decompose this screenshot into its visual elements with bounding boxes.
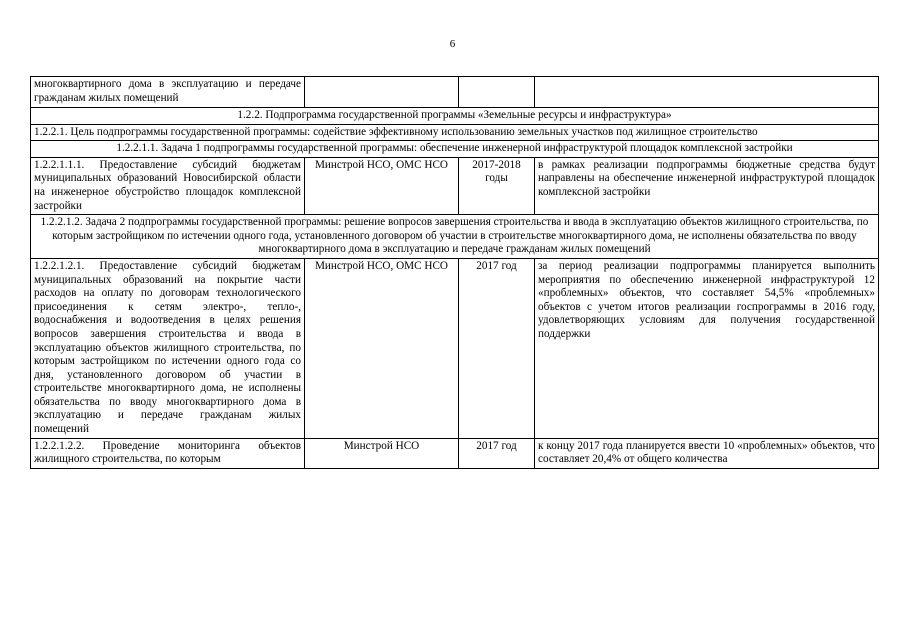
table-row bbox=[31, 77, 879, 108]
result-cell: в рамках реализации подпрограммы бюджетные средства будут направлены на обеспечение инженерной инфраструктурой площадок комплексной застройки bbox=[535, 157, 879, 214]
period-cell: 2017-2018 годы bbox=[459, 157, 535, 214]
table-row bbox=[31, 108, 879, 125]
result-cell: за период реализации подпрограммы планируется выполнить мероприятия по обеспечению инженерной инфраструктурой 12 «проблемных» объектов, что составляет 54,5% «проблемных» объектов с учетом итогов реализации госпрограммы в 2016 году, удовлетворяющих условиям для получения государственной поддержки bbox=[535, 258, 879, 438]
measure-name-cell: многоквартирного дома в эксплуатацию и передаче гражданам жилых помещений bbox=[31, 77, 305, 108]
task2-heading: 1.2.2.1.2. Задача 2 подпрограммы государственной программы: решение вопросов завершения строительства и ввода в эксплуатацию объектов жилищного строительства, по которым застройщиком по истечении одного года, установленного договором об участии в строительстве многоквартирного дома, не исполнены обязательства по вводу многоквартирного дома в эксплуатацию и передаче гражданам жилых помещений bbox=[31, 215, 879, 259]
executor-cell: Минстрой НСО, ОМС НСО bbox=[305, 157, 459, 214]
measure-name-cell: 1.2.2.1.2.2. Проведение мониторинга объектов жилищного строительства, по которым bbox=[31, 438, 305, 468]
result-cell: к концу 2017 года планируется ввести 10 «проблемных» объектов, что составляет 20,4% от общего количества bbox=[535, 438, 879, 468]
table-row bbox=[31, 141, 879, 158]
measure-name-cell: 1.2.2.1.2.1. Предоставление субсидий бюджетам муниципальных образований на покрытие части расходов на оплату по договорам технологического присоединения к сетям электро-, тепло-, водоснабжения и водоотведения в целях решения вопросов завершения строительства и ввода в эксплуатацию объектов жилищного строительства, по которым застройщиком по истечении одного года со дня, установленного договором об участии в строительстве многоквартирного дома, не исполнены обязательства по вводу многоквартирного дома в эксплуатацию и передаче гражданам жилых помещений bbox=[31, 258, 305, 438]
page-number: 6 bbox=[449, 38, 456, 50]
table-row bbox=[31, 157, 879, 214]
program-measures-table bbox=[30, 76, 879, 469]
executor-cell bbox=[305, 77, 459, 108]
measure-name-cell: 1.2.2.1.1.1. Предоставление субсидий бюджетам муниципальных образований Новосибирской области на инженерное обустройство площадок комплексной застройки bbox=[31, 157, 305, 214]
result-cell bbox=[535, 77, 879, 108]
goal-heading: 1.2.2.1. Цель подпрограммы государственной программы: содействие эффективному использованию земельных участков под жилищное строительство bbox=[31, 124, 879, 141]
executor-cell: Минстрой НСО bbox=[305, 438, 459, 468]
table-row bbox=[31, 438, 879, 468]
task1-heading: 1.2.2.1.1. Задача 1 подпрограммы государственной программы: обеспечение инженерной инфраструктурой площадок комплексной застройки bbox=[31, 141, 879, 158]
table-row bbox=[31, 215, 879, 259]
period-cell: 2017 год bbox=[459, 438, 535, 468]
period-cell bbox=[459, 77, 535, 108]
subprogram-heading: 1.2.2. Подпрограмма государственной программы «Земельные ресурсы и инфраструктура» bbox=[31, 108, 879, 125]
period-cell: 2017 год bbox=[459, 258, 535, 438]
table-row bbox=[31, 258, 879, 438]
table-row bbox=[31, 124, 879, 141]
executor-cell: Минстрой НСО, ОМС НСО bbox=[305, 258, 459, 438]
